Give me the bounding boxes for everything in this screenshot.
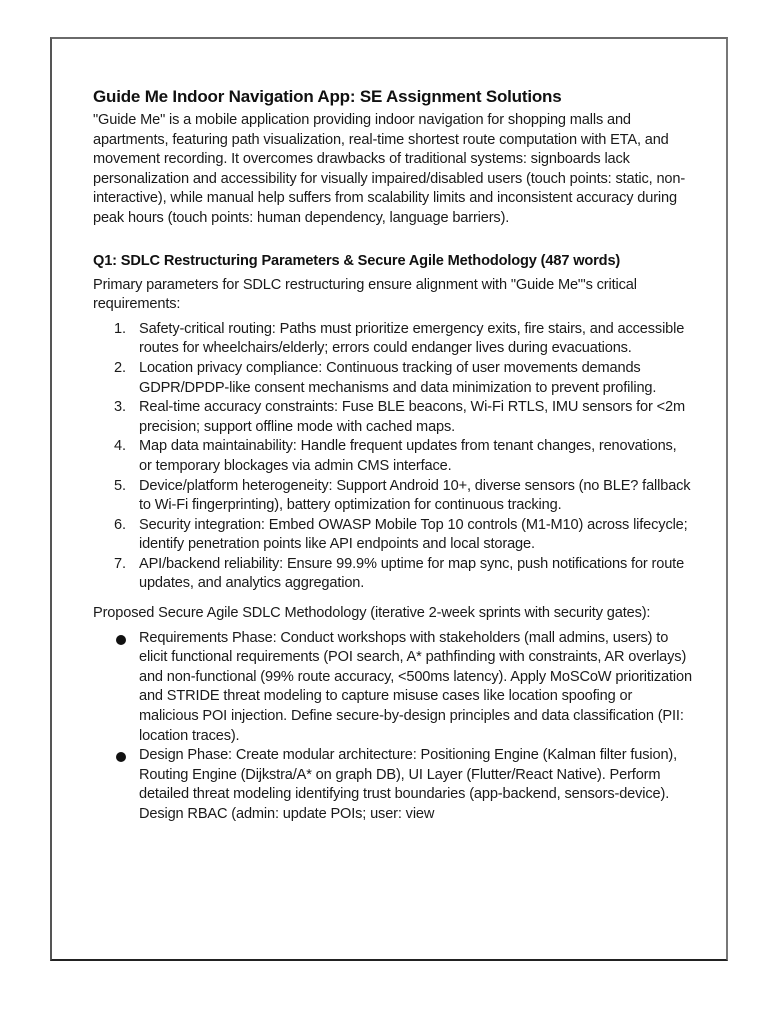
parameters-list — [93, 320, 693, 594]
parameter-text: Device/platform heterogeneity: Support Android 10+, diverse sensors (no BLE? fallback to Wi-Fi fingerprinting), battery optimization for continuous tracking. — [139, 477, 691, 514]
document-title: Guide Me Indoor Navigation App: SE Assignment Solutions — [93, 87, 562, 106]
parameter-text: API/backend reliability: Ensure 99.9% uptime for map sync, push notifications for route updates, and analytics aggregation. — [139, 555, 685, 592]
list-number: 4. — [114, 438, 126, 455]
parameter-item — [93, 555, 693, 594]
parameter-item — [93, 477, 693, 516]
q1-intro-paragraph: Primary parameters for SDLC restructuring ensure alignment with "Guide Me"'s critical requirements: — [93, 276, 637, 313]
bullet-icon — [116, 635, 126, 645]
list-number: 1. — [114, 320, 126, 337]
parameter-item — [93, 320, 693, 359]
methodology-intro-paragraph: Proposed Secure Agile SDLC Methodology (iterative 2-week sprints with security gates): — [93, 605, 651, 622]
parameter-text: Real-time accuracy constraints: Fuse BLE beacons, Wi-Fi RTLS, IMU sensors for <2m precision; support offline mode with cached maps. — [139, 399, 685, 435]
parameter-text: Security integration: Embed OWASP Mobile Top 10 controls (M1-M10) across lifecycle; identify penetration points like API endpoints and local storage. — [139, 516, 688, 553]
list-number: 6. — [114, 516, 126, 533]
document-content — [93, 86, 693, 825]
phases-list — [93, 629, 693, 825]
parameter-item — [93, 516, 693, 555]
parameter-text: Map data maintainability: Handle frequent updates from tenant changes, renovations, or temporary blockages via admin CMS interface. — [139, 438, 677, 474]
parameter-item — [93, 398, 693, 437]
document-page — [50, 37, 728, 961]
parameter-text: Safety-critical routing: Paths must prioritize emergency exits, fire stairs, and accessible routes for wheelchairs/elderly; errors could endanger lives during evacuations. — [139, 320, 685, 357]
phase-item — [93, 746, 693, 824]
list-number: 3. — [114, 399, 126, 416]
parameter-item — [93, 359, 693, 398]
parameter-item — [93, 437, 693, 476]
intro-paragraph: "Guide Me" is a mobile application providing indoor navigation for shopping malls and apartments, featuring path visualization, real-time shortest route computation with ETA, and movement recording. It overcomes drawbacks of traditional systems: signboards lack personalization and accessibility for visually impaired/disabled users (touch points: static, non-interactive), while manual help suffers from scalability limits and inconsistent accuracy during peak hours (touch points: human dependency, language barriers). — [93, 112, 686, 226]
parameter-text: Location privacy compliance: Continuous tracking of user movements demands GDPR/DPDP-like consent mechanisms and data minimization to prevent profiling. — [139, 359, 657, 396]
bullet-icon — [116, 752, 126, 762]
phase-item — [93, 629, 693, 747]
list-number: 2. — [114, 359, 126, 376]
list-number: 7. — [114, 555, 126, 572]
list-number: 5. — [114, 477, 126, 494]
phase-text: Design Phase: Create modular architecture: Positioning Engine (Kalman filter fusion), Routing Engine (Dijkstra/A* on graph DB), UI Layer (Flutter/React Native). Perform detailed threat modeling identifying trust boundaries (app-backend, sensors-device). Design RBAC (admin: update POIs; user: view — [139, 747, 678, 822]
phase-text: Requirements Phase: Conduct workshops with stakeholders (mall admins, users) to elicit functional requirements (POI search, A* pathfinding with constraints, AR overlays) and non-functional (99% route accuracy, <500ms latency). Apply MoSCoW prioritization and STRIDE threat modeling to capture misuse cases like location spoofing or malicious POI injection. Define secure-by-design principles and data classification (PII: location traces). — [139, 629, 692, 744]
q1-heading: Q1: SDLC Restructuring Parameters & Secure Agile Methodology (487 words) — [93, 252, 621, 269]
